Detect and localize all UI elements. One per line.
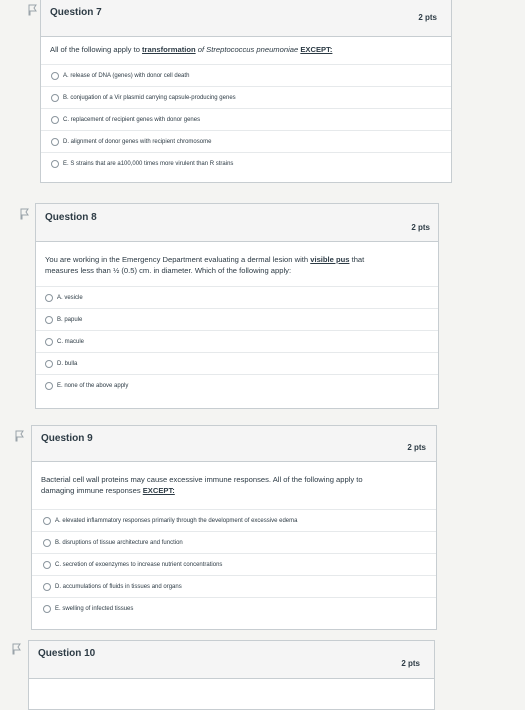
answer-option[interactable] [32, 509, 436, 531]
question-7-points: 2 pts [418, 13, 437, 22]
answer-option[interactable] [36, 330, 438, 352]
radio-button[interactable] [51, 116, 59, 124]
answer-label: B. papule [57, 316, 83, 323]
answer-option[interactable] [32, 531, 436, 553]
answer-label: D. accumulations of fluids in tissues and organs [55, 583, 182, 590]
answer-option[interactable] [32, 553, 436, 575]
answer-option[interactable] [41, 152, 451, 174]
answer-option[interactable] [36, 352, 438, 374]
answer-label: A. release of DNA (genes) with donor cell death [63, 72, 190, 79]
answer-option[interactable] [36, 374, 438, 396]
question-7-text: All of the following apply to transformation of Streptococcus pneumoniae EXCEPT: [50, 45, 333, 54]
question-8-title: Question 8 [45, 212, 97, 223]
answer-label: E. none of the above apply [57, 382, 129, 389]
flag-question-icon[interactable] [27, 4, 39, 16]
answer-label: D. alignment of donor genes with recipient chromosome [63, 138, 212, 145]
question-8-header [36, 204, 438, 242]
answer-label: C. macule [57, 338, 85, 345]
question-9-text: Bacterial cell wall proteins may cause excessive immune responses. All of the following apply to damaging immune responses EXCEPT: [41, 475, 363, 495]
radio-button[interactable] [45, 382, 53, 390]
answer-label: B. disruptions of tissue architecture and function [55, 539, 183, 546]
radio-button[interactable] [51, 138, 59, 146]
answer-option[interactable] [32, 597, 436, 619]
answer-option[interactable] [41, 130, 451, 152]
radio-button[interactable] [45, 294, 53, 302]
radio-button[interactable] [51, 94, 59, 102]
answer-label: E. swelling of infected tissues [55, 605, 134, 612]
answer-label: C. replacement of recipient genes with donor genes [63, 116, 201, 123]
radio-button[interactable] [43, 583, 51, 591]
question-7-title: Question 7 [50, 7, 102, 18]
radio-button[interactable] [43, 605, 51, 613]
answer-label: E. S strains that are a100,000 times more virulent than R strains [63, 160, 234, 167]
answer-label: B. conjugation of a Vir plasmid carrying capsule-producing genes [63, 94, 236, 101]
question-9-answers [32, 509, 436, 619]
question-7-header [41, 0, 451, 37]
question-7-answers [41, 64, 451, 174]
question-9-title: Question 9 [41, 433, 93, 444]
answer-label: D. bulla [57, 360, 78, 367]
question-9-header [32, 426, 436, 462]
radio-button[interactable] [51, 160, 59, 168]
answer-option[interactable] [41, 108, 451, 130]
radio-button[interactable] [43, 561, 51, 569]
question-10-title: Question 10 [38, 648, 96, 659]
flag-question-icon[interactable] [14, 430, 26, 442]
question-9-card [31, 425, 437, 630]
answer-label: C. secretion of exoenzymes to increase nutrient concentrations [55, 561, 223, 568]
radio-button[interactable] [43, 539, 51, 547]
radio-button[interactable] [45, 316, 53, 324]
question-10-points: 2 pts [401, 659, 420, 668]
radio-button[interactable] [45, 338, 53, 346]
question-10-header [29, 641, 434, 679]
answer-option[interactable] [36, 308, 438, 330]
radio-button[interactable] [45, 360, 53, 368]
answer-option[interactable] [41, 86, 451, 108]
question-9-points: 2 pts [407, 443, 426, 452]
question-8-text: You are working in the Emergency Department evaluating a dermal lesion with visible pus that measures less than ½ (0.5) cm. in diameter. Which of the following apply: [45, 255, 365, 275]
question-8-answers [36, 286, 438, 396]
question-8-card [35, 203, 439, 409]
answer-option[interactable] [32, 575, 436, 597]
flag-question-icon[interactable] [11, 643, 23, 655]
radio-button[interactable] [51, 72, 59, 80]
flag-question-icon[interactable] [19, 208, 31, 220]
radio-button[interactable] [43, 517, 51, 525]
answer-option[interactable] [41, 64, 451, 86]
answer-option[interactable] [36, 286, 438, 308]
question-8-points: 2 pts [411, 223, 430, 232]
answer-label: A. vesicle [57, 294, 83, 301]
question-7-card [40, 0, 452, 183]
answer-label: A. elevated inflammatory responses primarily through the development of excessive edema [55, 517, 298, 524]
